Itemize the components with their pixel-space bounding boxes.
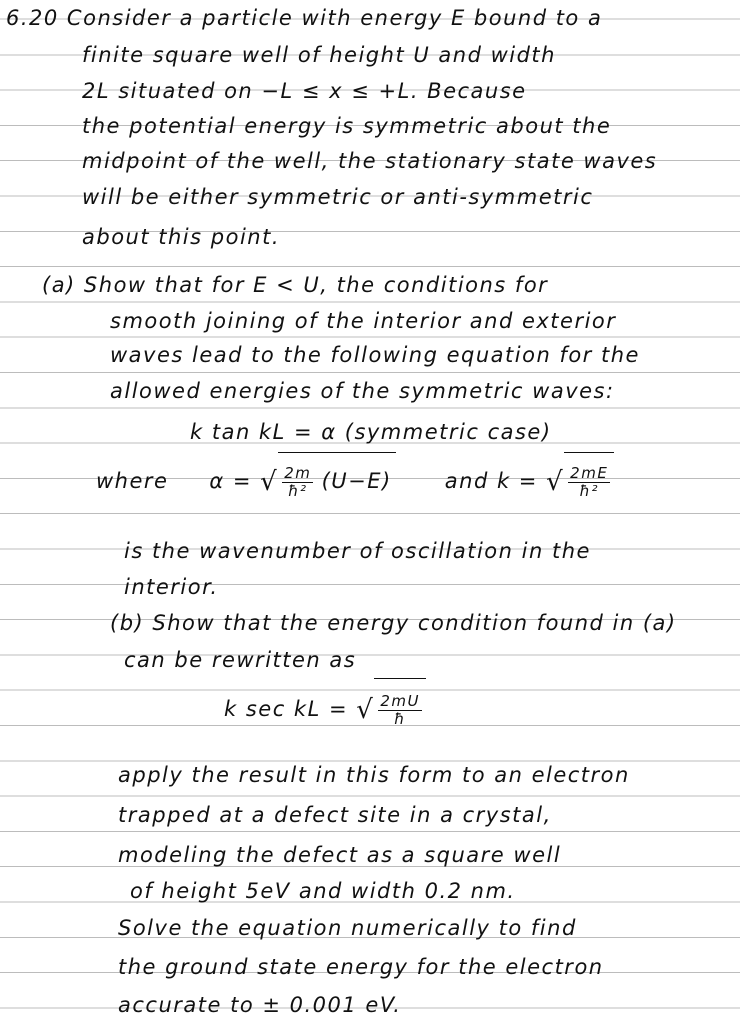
sec-radicand — [374, 678, 426, 739]
part-a-line-1: (a) Show that for E < U, the conditions for — [42, 273, 549, 297]
part-b-line-4: apply the result in this form to an electron — [118, 763, 630, 787]
part-a-line-7: interior. — [124, 575, 219, 599]
k-radicand — [564, 452, 614, 509]
part-b-line-7: of height 5eV and width 0.2 nm. — [130, 879, 516, 903]
sec-lhs: k sec kL = — [224, 697, 349, 721]
sec-numerator: 2mU — [380, 691, 420, 710]
alpha-lhs: α = — [209, 469, 252, 493]
sec-fraction — [378, 691, 422, 728]
sec-denominator: ħ — [394, 709, 407, 728]
where-label: where — [96, 469, 169, 493]
text-line-5: midpoint of the well, the stationary state waves — [82, 149, 658, 173]
part-a-line-6: is the wavenumber of oscillation in the — [124, 539, 591, 563]
part-b-line-2: can be rewritten as — [124, 648, 357, 672]
part-b-line-8: Solve the equation numerically to find — [118, 916, 577, 940]
alpha-fraction — [282, 463, 313, 500]
alpha-radicand — [278, 452, 395, 509]
definitions-line — [96, 452, 740, 508]
part-a-line-4: allowed energies of the symmetric waves: — [110, 379, 615, 403]
part-a-line-3: waves lead to the following equation for the — [110, 343, 640, 367]
part-b-line-6: modeling the defect as a square well — [118, 843, 562, 867]
text-line-6: will be either symmetric or anti-symmetric — [82, 185, 594, 209]
part-b-line-9: the ground state energy for the electron — [118, 955, 604, 979]
k-denominator: ħ² — [579, 481, 599, 500]
text-line-3: 2L situated on −L ≤ x ≤ +L. Because — [82, 79, 527, 103]
sqrt-sign: √ — [356, 695, 375, 725]
sqrt-sign: √ — [260, 467, 279, 497]
k-fraction — [568, 463, 610, 500]
part-b-line-1: (b) Show that the energy condition found in (a) — [110, 611, 677, 635]
alpha-denominator: ħ² — [288, 481, 308, 500]
part-b-line-5: trapped at a defect site in a crystal, — [118, 803, 552, 827]
alpha-numerator: 2m — [284, 463, 312, 482]
text-line-7: about this point. — [82, 225, 280, 249]
part-a-line-2: smooth joining of the interior and exterior — [110, 309, 617, 333]
text-line-2: finite square well of height U and width — [82, 43, 556, 67]
text-line-4: the potential energy is symmetric about the — [82, 114, 612, 138]
alpha-paren: (U−E) — [321, 469, 392, 493]
symmetric-equation: k tan kL = α (symmetric case) — [190, 420, 552, 444]
text-line-1: 6.20 Consider a particle with energy E bound to a — [6, 6, 603, 30]
sec-equation — [224, 678, 740, 738]
k-numerator: 2mE — [570, 463, 609, 482]
k-lhs: and k = — [444, 469, 538, 493]
part-b-line-10: accurate to ± 0.001 eV. — [118, 993, 402, 1017]
sqrt-sign: √ — [546, 467, 565, 497]
